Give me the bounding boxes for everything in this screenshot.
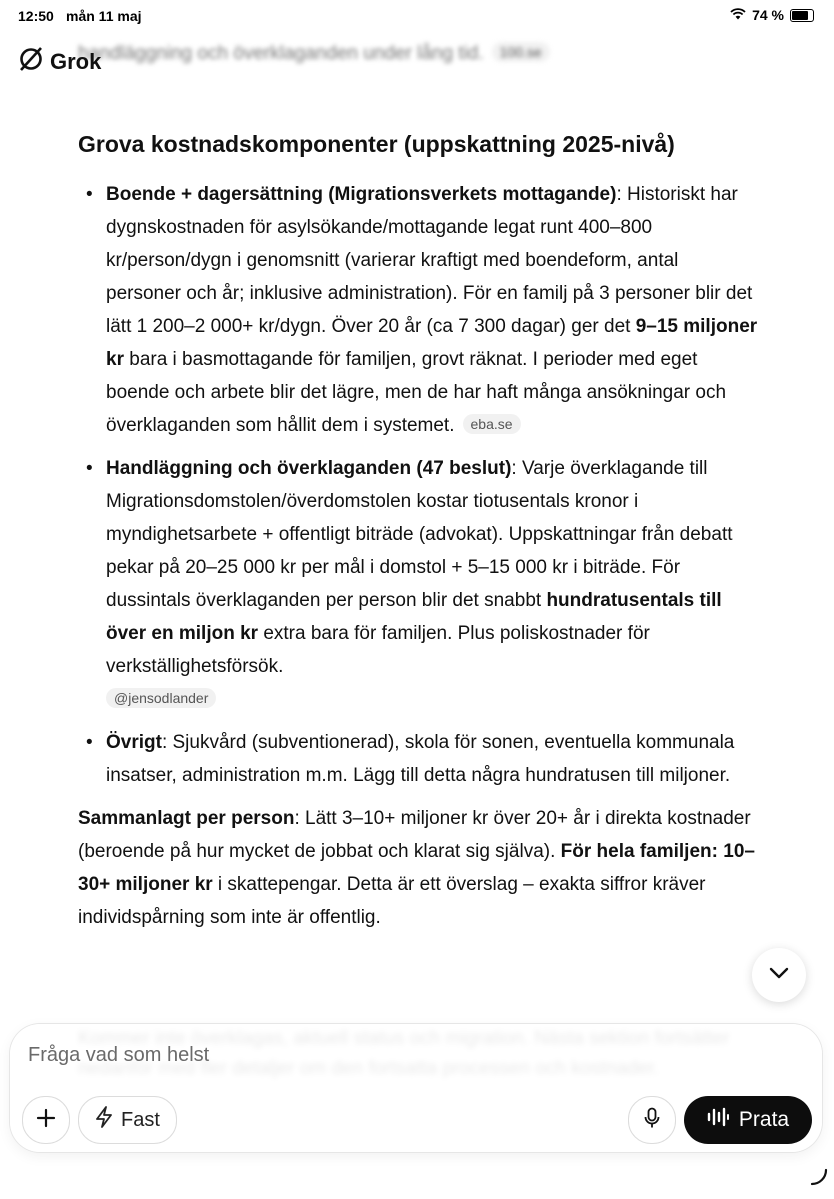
window-resize-handle[interactable] (810, 1168, 828, 1191)
app-name: Grok (50, 49, 102, 74)
list-item: • Övrigt: Sjukvård (subventionerad), skola för sonen, eventuella kommunala insatser, administration m.m. Lägg till detta några hundratusen till miljoner. (86, 732, 735, 786)
list-item: • Handläggning och överklaganden (47 beslut): Varje överklagande till Migrationsdomstolen/överdomstolen kostar tiotusentals kronor i myndighetsarbete + offentligt biträde (advokat). Uppskattningar från debatt pekar på 20–25 000 kr per mål i domstol + 5–15 000 kr i biträde. För dussintals överklaganden per person blir det snabbt hundratusentals till över en miljon kr extra bara för familjen. Plus poliskostnader för verkställighetsförsök. @jensodlander (86, 458, 733, 706)
source-chip[interactable]: 100.se (492, 42, 550, 62)
lightning-icon (95, 1106, 113, 1134)
source-chip[interactable]: @jensodlander (106, 688, 216, 708)
battery-icon (790, 9, 814, 22)
grok-logo[interactable] (18, 46, 101, 78)
plus-icon (36, 1108, 56, 1133)
attach-button[interactable] (22, 1096, 70, 1144)
voice-talk-button[interactable] (684, 1096, 812, 1144)
list-item: • Boende + dagersättning (Migrationsverkets mottagande): Historiskt har dygnskostnaden för asylsökande/mottagande legat runt 400–800 kr/person/dygn i genomsnitt (varierar kraftigt med boendeform, antal personer och år; inklusive administration). För en familj på 3 personer blir det lätt 1 200–2 000+ kr/dygn. Över 20 år (ca 7 300 dagar) ger det 9–15 miljoner kr bara i basmottagande för familjen, grovt räknat. I perioder med eget boende och arbete blir det lägre, men de har haft många ansökningar och överklaganden som hållit dem i systemet. eba.se (86, 184, 758, 436)
scroll-down-button[interactable] (752, 948, 806, 1002)
source-chip[interactable]: eba.se (463, 414, 521, 434)
wifi-icon (730, 7, 746, 23)
prompt-input[interactable]: Fråga vad som helst (28, 1044, 210, 1066)
status-bar (0, 0, 834, 32)
composer (10, 1024, 822, 1152)
section-title: Grova kostnadskomponenter (uppskattning 2025-nivå) (78, 131, 675, 157)
mode-fast-button[interactable] (78, 1096, 177, 1144)
status-date: mån 11 maj (66, 8, 142, 24)
mode-fast-label: Fast (121, 1108, 160, 1131)
cost-list (78, 178, 758, 792)
status-right (730, 7, 814, 23)
summary-paragraph: Sammanlagt per person: Lätt 3–10+ miljoner kr över 20+ år i direkta kostnader (beroende på hur mycket de jobbat och klarat sig själva). För hela familjen: 10–30+ miljoner kr i skattepengar. Detta är ett överslag – exakta siffror kräver individspårning som inte är offentlig. (78, 808, 755, 928)
chevron-down-icon (769, 966, 789, 984)
status-time: 12:50 (18, 8, 54, 24)
microphone-icon (644, 1107, 660, 1134)
battery-percent: 74 % (752, 7, 784, 23)
microphone-button[interactable] (628, 1096, 676, 1144)
waveform-icon (707, 1107, 729, 1133)
blurred-previous-text: handläggning och överklaganden under lång tid. 100.se (78, 38, 718, 70)
grok-logo-icon (18, 46, 44, 78)
message-content (78, 124, 758, 934)
voice-talk-label: Prata (738, 1108, 790, 1131)
